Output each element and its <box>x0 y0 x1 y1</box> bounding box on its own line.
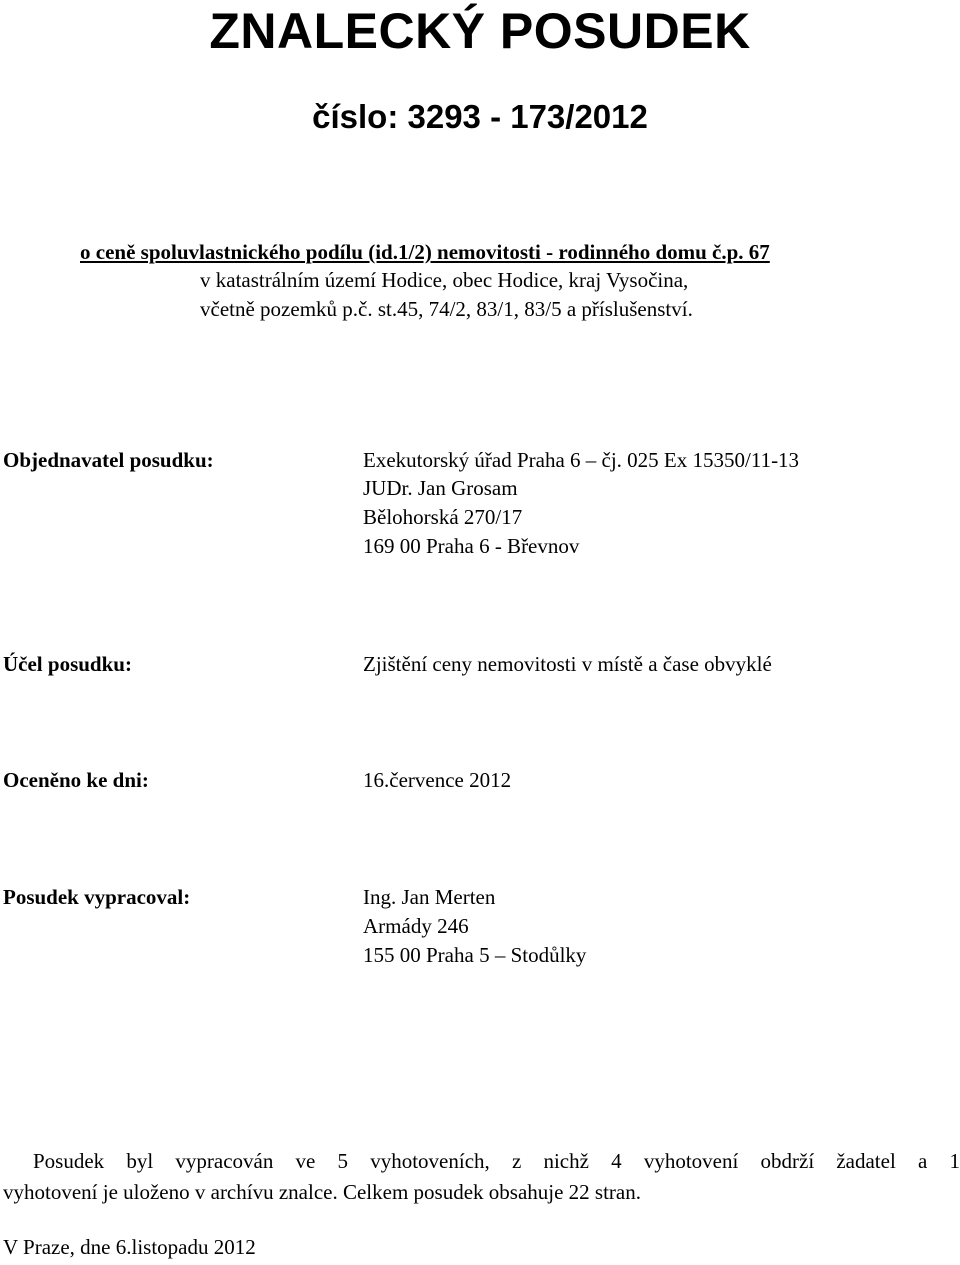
client-line-2: JUDr. Jan Grosam <box>363 476 518 500</box>
place-and-date: V Praze, dne 6.listopadu 2012 <box>3 1235 256 1259</box>
closing-line-1: Posudek byl vypracován ve 5 vyhotoveních, z nichž 4 vyhotovení obdrží žadatel a 1 <box>33 1149 960 1173</box>
subject-heading: o ceně spoluvlastnického podílu (id.1/2) nemovitosti - rodinného domu č.p. 67 <box>80 240 770 264</box>
subject-line-2: včetně pozemků p.č. st.45, 74/2, 83/1, 83/5 a příslušenství. <box>200 297 693 321</box>
document-number: číslo: 3293 - 173/2012 <box>312 98 648 135</box>
client-label: Objednavatel posudku: <box>3 448 214 472</box>
client-line-1: Exekutorský úřad Praha 6 – čj. 025 Ex 15350/11-13 <box>363 448 800 472</box>
document-title: ZNALECKÝ POSUDEK <box>209 3 751 59</box>
purpose-value: Zjištění ceny nemovitosti v místě a čase obvyklé <box>363 652 772 676</box>
client-line-3: Bělohorská 270/17 <box>363 505 523 529</box>
closing-paragraph <box>3 1146 960 1208</box>
closing-line-2: vyhotovení je uloženo v archívu znalce. Celkem posudek obsahuje 22 stran. <box>3 1180 641 1204</box>
author-line-3: 155 00 Praha 5 – Stodůlky <box>363 943 587 967</box>
valuation-date-value: 16.července 2012 <box>363 768 512 792</box>
author-line-1: Ing. Jan Merten <box>363 885 496 909</box>
subject-line-1: v katastrálním území Hodice, obec Hodice, kraj Vysočina, <box>200 268 689 292</box>
author-label: Posudek vypracoval: <box>3 885 191 909</box>
valuation-date-label: Oceněno ke dni: <box>3 768 149 792</box>
client-line-4: 169 00 Praha 6 - Břevnov <box>363 534 580 558</box>
purpose-label: Účel posudku: <box>3 652 132 676</box>
author-line-2: Armády 246 <box>363 914 469 938</box>
